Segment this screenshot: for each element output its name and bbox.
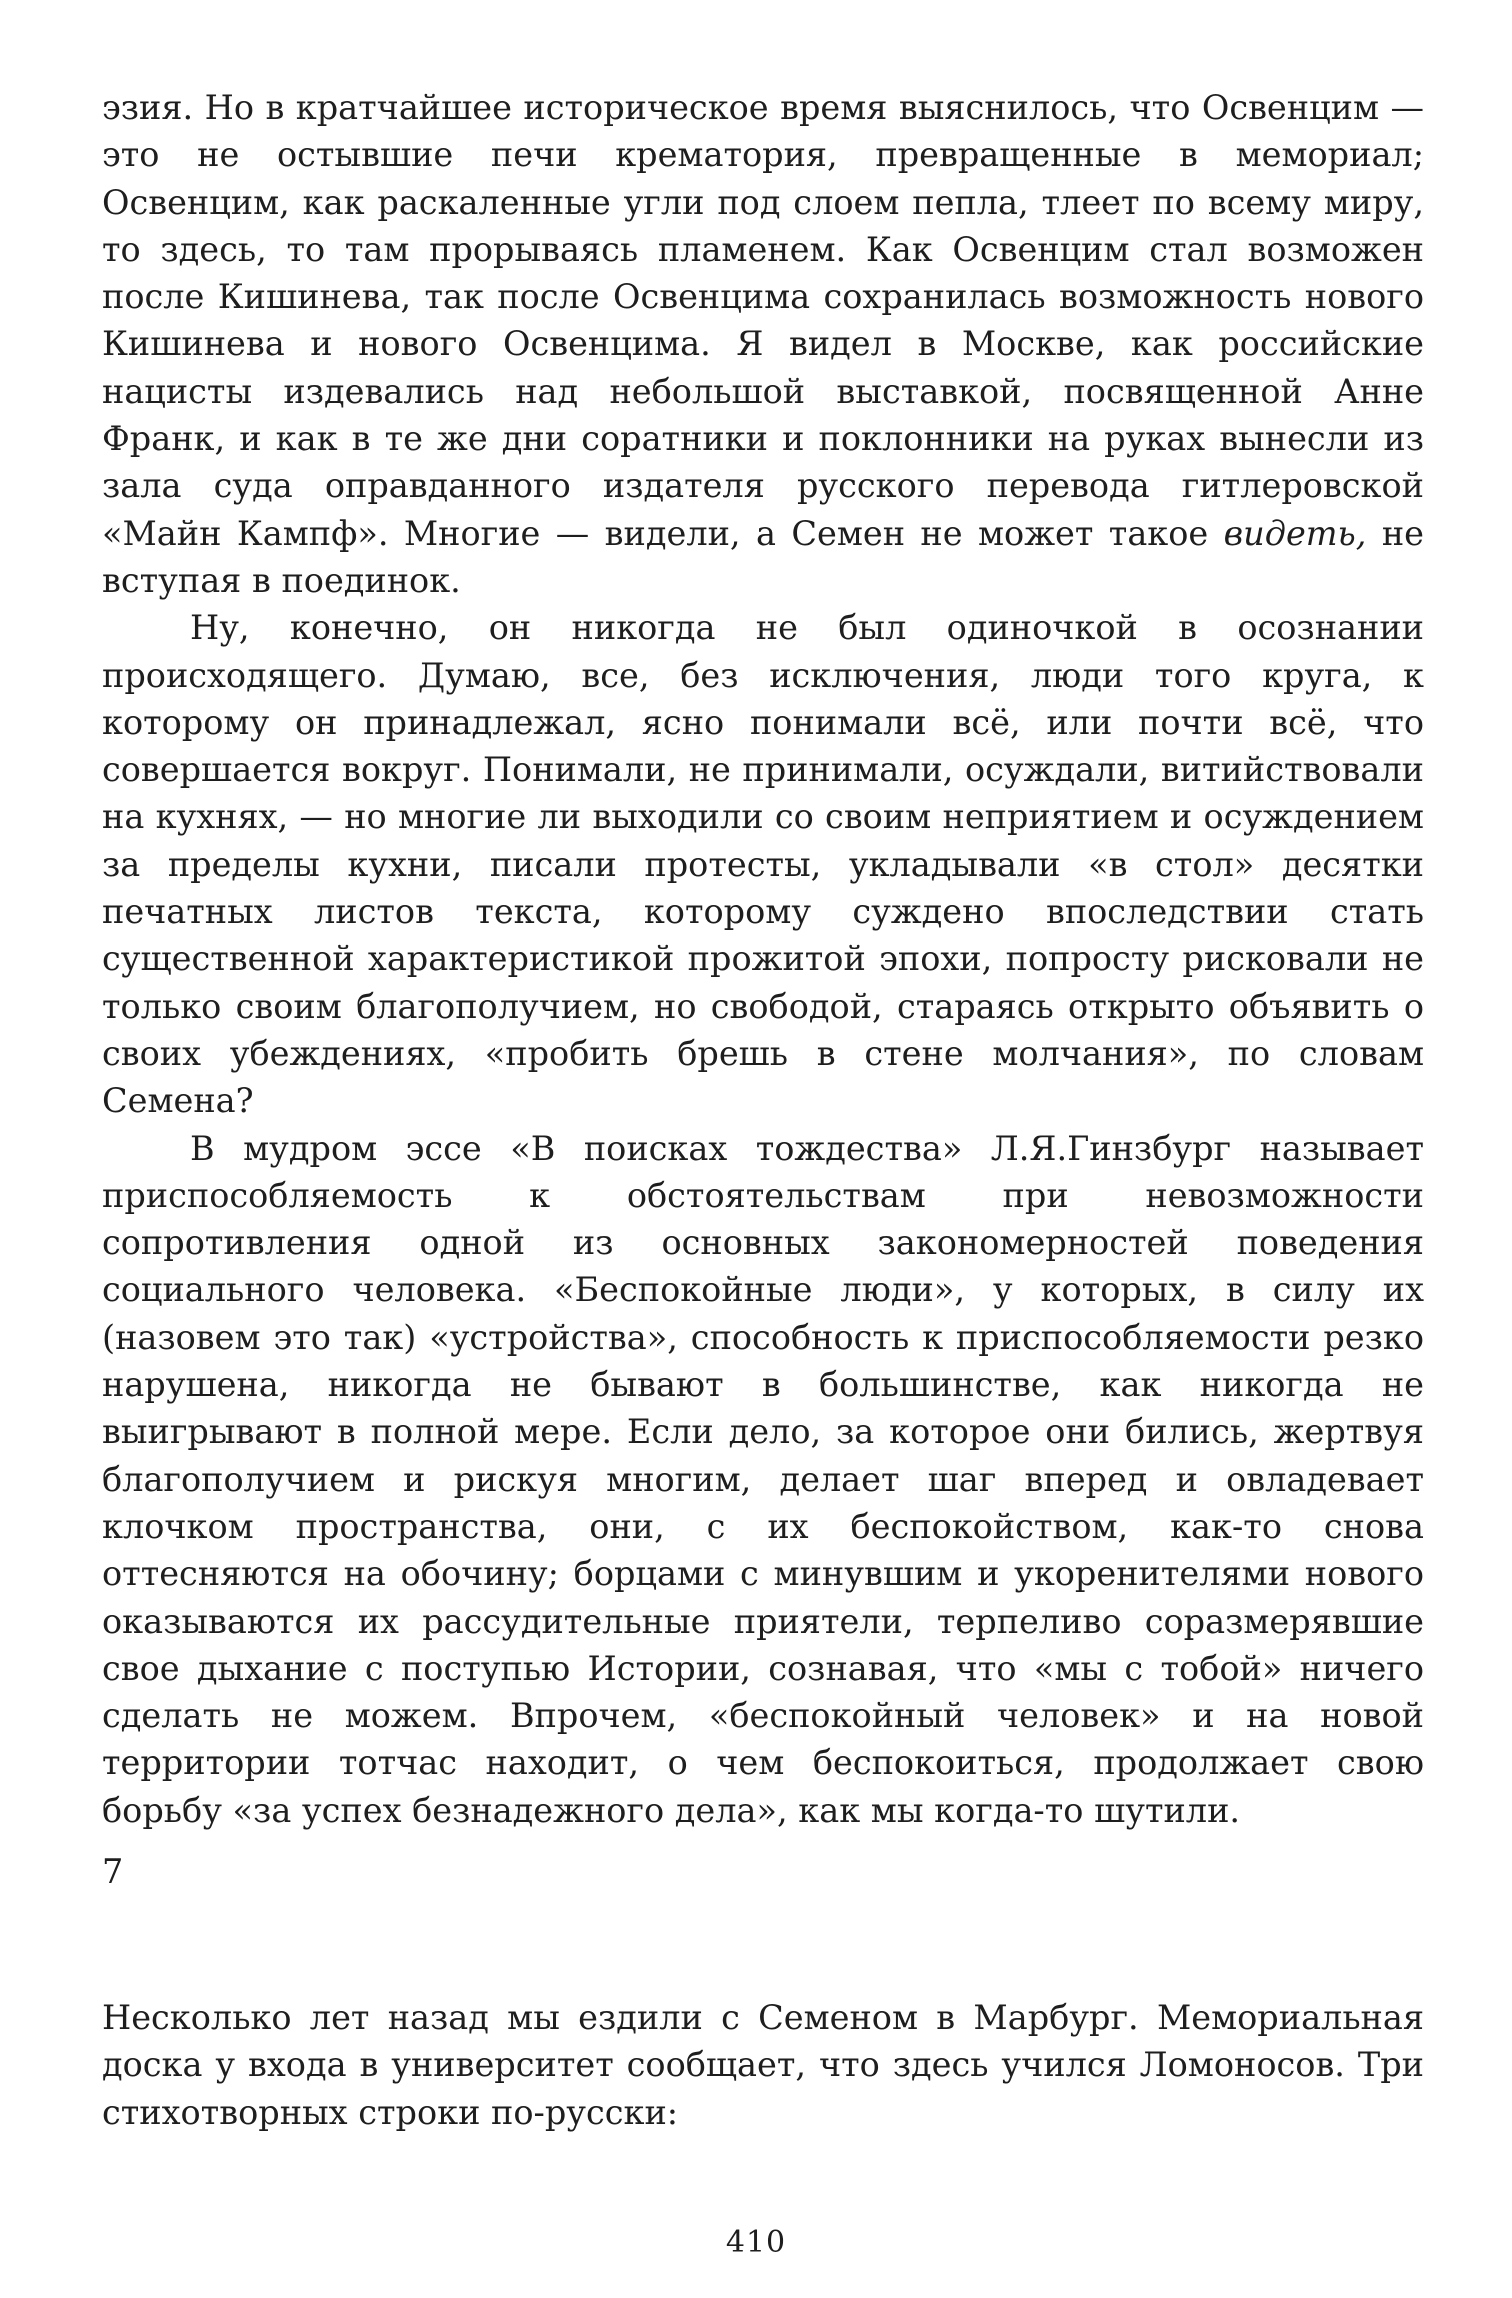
body-text xyxy=(102,84,1424,1834)
paragraph-end: не вступая в поединок. xyxy=(102,513,1424,600)
paragraph: Несколько лет назад мы ездили с Семеном в Марбург. Мемориальная доска у входа в университет сообщает, что здесь учился Ломоносов. Три стихотворных строки по-русски: xyxy=(102,1998,1424,2132)
section-number: 7 xyxy=(102,1852,124,1891)
paragraph: В мудром эссе «В поисках тождества» Л.Я.Гинзбург называет приспособляемость к обстоятельствам при невозможности сопротивления одной из основных закономерностей поведения социального человека. «Беспокойные люди», у которых, в силу их (назовем это так) «устройства», способность к приспособляемости резко нарушена, никогда не бывают в большинстве, как никогда не выигрывают в полной мере. Если дело, за которое они бились, жертвуя благополучием и рискуя многим, делает шаг вперед и овладевает клочком пространства, они, с их беспокойством, как-то снова оттесняются на обочину; борцами с минувшим и укоренителями нового оказываются их рассудительные приятели, терпеливо соразмерявшие свое дыхание с поступью Истории, сознавая, что «мы с тобой» ничего сделать не можем. Впрочем, «беспокойный человек» и на новой территории тотчас находит, о чем беспокоиться, продолжает свою борьбу «за успех безнадежного дела», как мы когда-то шутили. xyxy=(102,1128,1424,1830)
page-number: 410 xyxy=(725,2225,787,2260)
italic-word: видеть, xyxy=(1223,513,1367,553)
section-body xyxy=(102,1994,1424,2136)
paragraph-text: эзия. Но в кратчайшее историческое время выяснилось, что Освенцим — это не остывшие печи крематория, превращенные в мемориал; Освенцим, как раскаленные угли под слоем пепла, тлеет по всему миру, то здесь, то там прорываясь пламенем. Как Освенцим стал возможен после Кишинева, так после Освенцима сохранилась возможность нового Кишинева и нового Освенцима. Я видел в Москве, как российские нацисты издевались над небольшой выставкой, посвященной Анне Франк, и как в те же дни соратники и поклонники на руках вынесли из зала суда оправданного издателя русского перевода гитлеровской «Майн Кампф». Многие — видели, а Семен не может такое xyxy=(102,88,1424,553)
paragraph-continuation xyxy=(102,84,1424,604)
paragraph: Ну, конечно, он никогда не был одиночкой в осознании происходящего. Думаю, все, без исключения, люди того круга, к которому он принадлежал, ясно понимали всё, или почти всё, что совершается вокруг. Понимали, не принимали, осуждали, витийствовали на кухнях, — но многие ли выходили со своим неприятием и осуждением за пределы кухни, писали протесты, укладывали «в стол» десятки печатных листов текста, которому суждено впоследствии стать существенной характеристикой прожитой эпохи, попросту рисковали не только своим благополучием, но свободой, стараясь открыто объявить о своих убеждениях, «пробить брешь в стене молчания», по словам Семена? xyxy=(102,608,1424,1121)
